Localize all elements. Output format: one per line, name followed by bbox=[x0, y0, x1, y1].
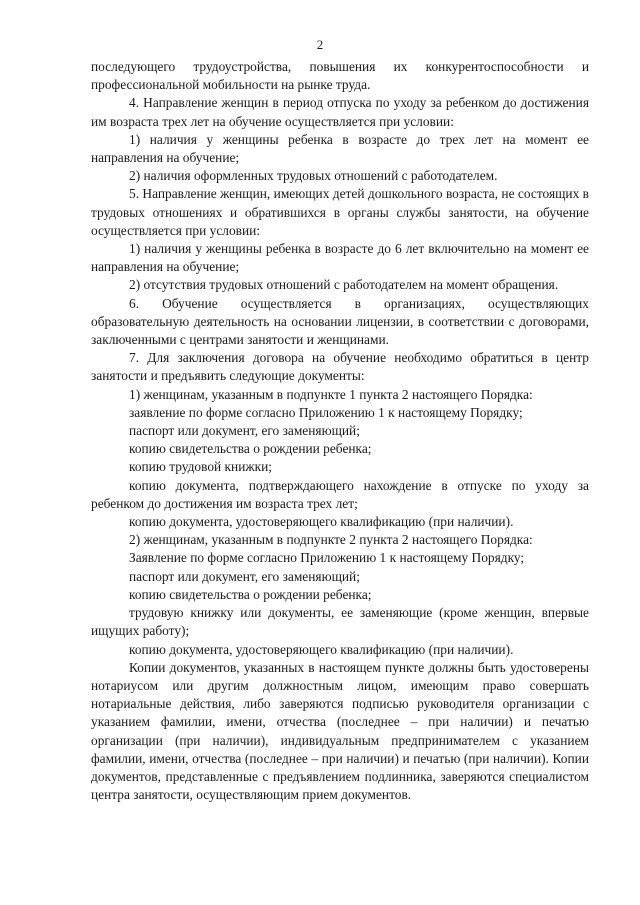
paragraph-item-7-1: 1) женщинам, указанным в подпункте 1 пункта 2 настоящего Порядка: bbox=[129, 386, 533, 402]
list-item: копию документа, подтверждающего нахождение в отпуске по уходу за ребенком до достижения им возраста трех лет; bbox=[91, 477, 589, 511]
list-item: паспорт или документ, его заменяющий; bbox=[129, 568, 360, 584]
paragraph-item-5: 5. Направление женщин, имеющих детей дошкольного возраста, не состоящих в трудовых отношениях и обратившихся в органы службы занятости, на обучение осуществляется при условии: bbox=[91, 186, 589, 238]
paragraph-item-7: 7. Для заключения договора на обучение необходимо обратиться в центр занятости и предъявить следующие документы: bbox=[91, 350, 589, 384]
list-item: трудовую книжку или документы, ее заменяющие (кроме женщин, впервые ищущих работу); bbox=[91, 605, 589, 639]
list-item: копию документа, удостоверяющего квалификацию (при наличии). bbox=[129, 641, 514, 657]
paragraph-item-5-2: 2) отсутствия трудовых отношений с работодателем на момент обращения. bbox=[129, 277, 559, 293]
paragraph-item-6: 6. Обучение осуществляется в организациях, осуществляющих образовательную деятельность на основании лицензии, в соответствии с договорами, заключенными с центрами занятости и женщинами. bbox=[91, 295, 589, 348]
paragraph-continuation: последующего трудоустройства, повышения их конкурентоспособности и профессиональной мобильности на рынке труда. bbox=[91, 59, 589, 93]
list-item: копию трудовой книжки; bbox=[129, 459, 273, 475]
paragraph-item-5-1: 1) наличия у женщины ребенка в возрасте до 6 лет включительно на момент ее направления на обучение; bbox=[91, 241, 589, 275]
paragraph-item-4-1: 1) наличия у женщины ребенка в возрасте до трех лет на момент ее направления на обучение; bbox=[91, 131, 589, 166]
list-item: копию свидетельства о рождении ребенка; bbox=[129, 586, 372, 602]
list-item: Заявление по форме согласно Приложению 1 к настоящему Порядку; bbox=[129, 550, 525, 566]
list-item: заявление по форме согласно Приложению 1 к настоящему Порядку; bbox=[129, 404, 523, 420]
list-item: копию документа, удостоверяющего квалификацию (при наличии). bbox=[129, 514, 514, 530]
list-item: паспорт или документ, его заменяющий; bbox=[129, 423, 360, 439]
paragraph-copies-certification: Копии документов, указанных в настоящем пункте должны быть удостоверены нотариусом или другим должностным лицом, имеющим право совершать нотариальные действия, либо заверяются подписью руководителя организации с указанием фамилии, имени, отчества (последнее – при наличии) и печатью организации (при наличии), индивидуальным предпринимателем с указанием фамилии, имени, отчества (последнее – при наличии) и печатью (при наличии). Копии документов, представленные с предъявлением подлинника, заверяются специалистом центра занятости, осуществляющим прием документов. bbox=[91, 659, 589, 803]
page-number: 2 bbox=[316, 37, 324, 52]
paragraph-item-4: 4. Направление женщин в период отпуска по уходу за ребенком до достижения им возраста трех лет на обучение осуществляется при условии: bbox=[91, 95, 589, 129]
document-body bbox=[91, 58, 589, 804]
list-item: копию свидетельства о рождении ребенка; bbox=[129, 441, 372, 457]
paragraph-item-7-2: 2) женщинам, указанным в подпункте 2 пункта 2 настоящего Порядка: bbox=[129, 532, 533, 548]
paragraph-item-4-2: 2) наличия оформленных трудовых отношений с работодателем. bbox=[129, 168, 498, 184]
